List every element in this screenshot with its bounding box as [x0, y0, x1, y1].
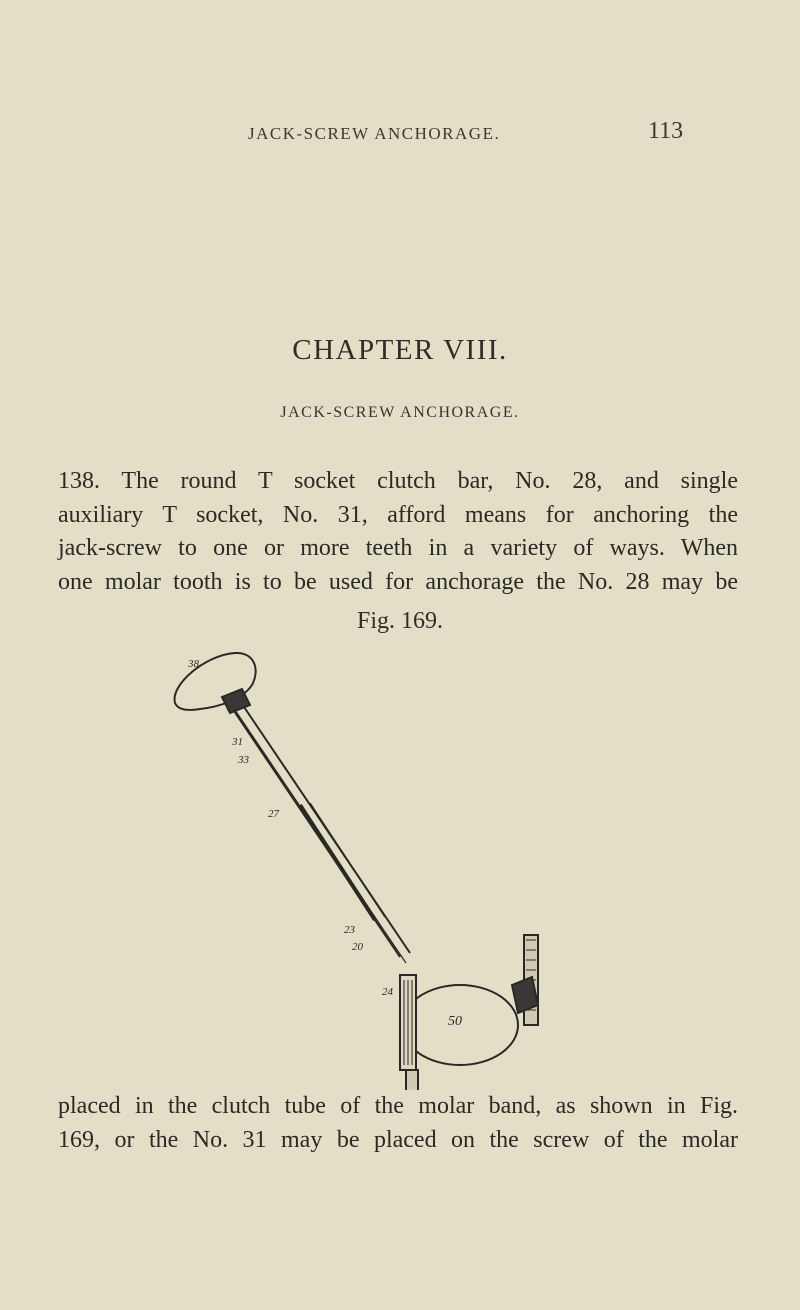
figure-label: 31 [232, 736, 243, 748]
figure-caption: Fig. 169. [356, 608, 443, 634]
figure-label: 23 [344, 924, 355, 936]
jack-screw-drawing [160, 645, 560, 1090]
section-title: JACK-SCREW ANCHORAGE. [280, 404, 520, 421]
chapter-title: CHAPTER VIII. [292, 334, 508, 366]
figure-label: 20 [352, 941, 363, 953]
right-clamp [512, 977, 538, 1013]
paragraph-line: one molar tooth is to be used for anchorage the No. 28 may be [58, 568, 738, 595]
screw-thread-inner [310, 803, 385, 917]
paragraph-line: auxiliary T socket, No. 31, afford means for anchoring the [58, 501, 738, 528]
paragraph-138 [58, 465, 738, 599]
paragraph-line: placed in the clutch tube of the molar band, as shown in Fig. [58, 1093, 738, 1119]
figure-label: 27 [268, 808, 279, 820]
paragraph-line: 138. The round T socket clutch bar, No. 28, and single [58, 468, 738, 494]
paragraph-line: 169, or the No. 31 may be placed on the screw of the molar [58, 1126, 738, 1153]
figure-label: 24 [382, 986, 393, 998]
page-number: 113 [648, 118, 684, 144]
figure-label: 33 [238, 754, 249, 766]
clutch-tube-bottom [406, 1070, 418, 1090]
paragraph-line: jack-screw to one or more teeth in a variety of ways. When [58, 535, 738, 561]
running-title: JACK-SCREW ANCHORAGE. [248, 124, 501, 143]
figure-label: 38 [188, 658, 199, 670]
figure-169-illustration [160, 645, 560, 1090]
screw-thread [300, 805, 375, 920]
figure-label: 50 [448, 1014, 462, 1029]
paragraph-continued [58, 1090, 738, 1157]
running-head [0, 118, 800, 154]
